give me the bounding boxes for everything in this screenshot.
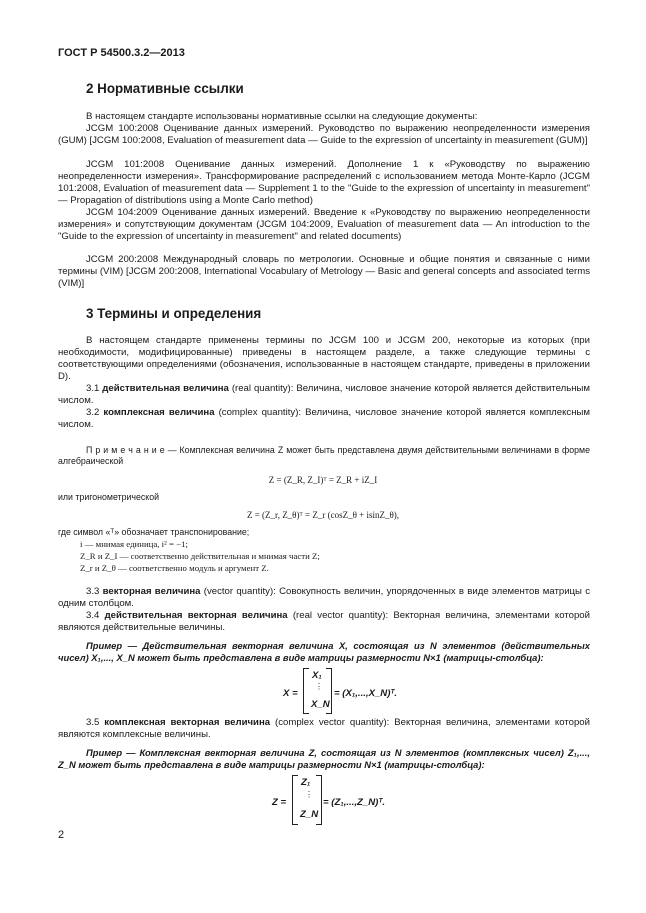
matrix-2-bottom: Z_N xyxy=(300,809,319,820)
matrix-2-lhs: Z = xyxy=(272,797,287,808)
note-text: — Комплексная величина Z может быть представлена двумя действительными величинами в форме алгебраической xyxy=(58,445,590,466)
matrix-1-dots: ⋮ xyxy=(315,682,323,691)
term-name: комплексная векторная величина xyxy=(104,717,271,728)
reference-jcgm-104: JCGM 104:2009 Оценивание данных измерений. Введение к «Руководству по выражению неопределенности измерения» и сопутствующим документам (JCGM 104:2009, Evaluation of measurement data — An introduction to the "Guide to the expression of uncertainty in measurement" and related documents) xyxy=(58,207,590,242)
example-real-vector: Пример — Действительная векторная величина X, состоящая из N элементов (действительных чисел) X₁,..., X_N может быть представлена в виде матрицы размерности N×1 (матрицы-столбца): xyxy=(58,640,590,663)
term-3-5 xyxy=(58,717,590,741)
note-label: П р и м е ч а н и е xyxy=(86,445,165,455)
term-number: 3.2 xyxy=(86,407,100,418)
section-2-intro: В настоящем стандарте использованы нормативные ссылки на следующие документы: xyxy=(86,111,478,122)
note-complex xyxy=(58,445,590,467)
term-definition: (real quantity): Величина, числовое значение которой является действительным числом. xyxy=(58,383,590,406)
matrix-1-right-bracket xyxy=(326,668,332,714)
matrix-2-top: Z₁ xyxy=(301,777,311,788)
matrix-1-rhs: = (X₁,...,X_N)ᵀ. xyxy=(334,688,398,699)
example-complex-vector: Пример — Комплексная векторная величина Z, состоящая из N элементов (комплексных чисел) Z₁,..., Z_N может быть представлена в виде матрицы размерности N×1 (матрицы-столбца): xyxy=(58,747,590,770)
page-number: 2 xyxy=(58,829,65,841)
matrix-1-lhs: X = xyxy=(283,688,298,699)
note-trig-label: или тригонометрической xyxy=(58,492,160,502)
matrix-1-bottom: X_N xyxy=(311,699,330,710)
term-number: 3.3 xyxy=(86,586,100,597)
where-modulus-argument: Z_r и Z_θ — соответственно модуль и аргумент Z. xyxy=(80,563,269,573)
term-definition: (complex quantity): Величина, числовое значение которой является комплексным числом. xyxy=(58,407,590,430)
term-3-2 xyxy=(58,407,590,431)
matrix-2-right-bracket xyxy=(316,775,322,825)
term-definition: (complex vector quantity): Векторная величина, элементами которой являются комплексные величины. xyxy=(58,717,590,740)
reference-jcgm-200: JCGM 200:2008 Международный словарь по метрологии. Основные и общие понятия и связанные с ними термины (VIM) [JCGM 200:2008, International Vocabulary of Metrology — Basic and general concepts and associated terms (VIM)] xyxy=(58,254,590,289)
section-3-intro: В настоящем стандарте применены термины по JCGM 100 и JCGM 200, некоторые из которых (при необходимости, модифицированные) приведены в настоящем разделе, а также следующие термины с соответствующими определениями (обозначения, использованные в настоящем стандарте, приведены в приложении D). xyxy=(58,335,590,382)
equation-trigonometric: Z = (Z_r, Z_θ)ᵀ = Z_r (cosZ_θ + isinZ_θ), xyxy=(246,510,400,520)
matrix-2-left-bracket xyxy=(292,775,298,825)
term-3-1 xyxy=(58,383,590,407)
term-number: 3.4 xyxy=(86,610,100,621)
term-definition: (real vector quantity): Векторная величина, элементами которой являются действительные величины. xyxy=(58,610,591,633)
where-transpose: где символ «ᵀ» обозначает транспонирование; xyxy=(58,527,250,537)
term-name: комплексная величина xyxy=(103,407,215,418)
where-imaginary-unit: i — мнимая единица, i² = −1; xyxy=(80,539,188,549)
term-3-4 xyxy=(58,610,590,634)
term-number: 3.5 xyxy=(86,717,100,728)
term-number: 3.1 xyxy=(86,383,100,394)
term-name: векторная величина xyxy=(102,586,201,597)
matrix-1-top: X₁ xyxy=(312,670,322,681)
reference-jcgm-101: JCGM 101:2008 Оценивание данных измерений. Дополнение 1 к «Руководству по выражению неопределенности измерения». Трансформирование распределений с использованием метода Монте-Карло (JCGM 101:2008, Evaluation of measurement data — Supplement 1 to the "Guide to the expression of uncertainty in measurement" — Propagation of distributions using a Monte Carlo method) xyxy=(58,159,590,206)
reference-jcgm-100: JCGM 100:2008 Оценивание данных измерений. Руководство по выражению неопределенности измерения (GUM) [JCGM 100:2008, Evaluation of measurement data — Guide to the expression of uncertainty in measurement (GUM)] xyxy=(58,123,590,146)
term-name: действительная величина xyxy=(102,383,229,394)
matrix-2-dots: ⋮ xyxy=(305,790,313,799)
equation-algebraic: Z = (Z_R, Z_I)ᵀ = Z_R + iZ_I xyxy=(268,475,378,485)
term-3-3 xyxy=(58,586,590,610)
term-definition: (vector quantity): Совокупность величин, упорядоченных в виде элементов матрицы с одним столбцом. xyxy=(58,586,591,609)
document-header: ГОСТ Р 54500.3.2—2013 xyxy=(58,47,185,59)
matrix-2-rhs: = (Z₁,...,Z_N)ᵀ. xyxy=(323,797,385,808)
term-name: действительная векторная величина xyxy=(104,610,288,621)
matrix-1-left-bracket xyxy=(303,668,309,714)
where-real-imag: Z_R и Z_I — соответственно действительная и мнимая части Z; xyxy=(80,551,320,561)
section-3-title: 3 Термины и определения xyxy=(86,306,262,321)
section-2-title: 2 Нормативные ссылки xyxy=(86,81,244,96)
